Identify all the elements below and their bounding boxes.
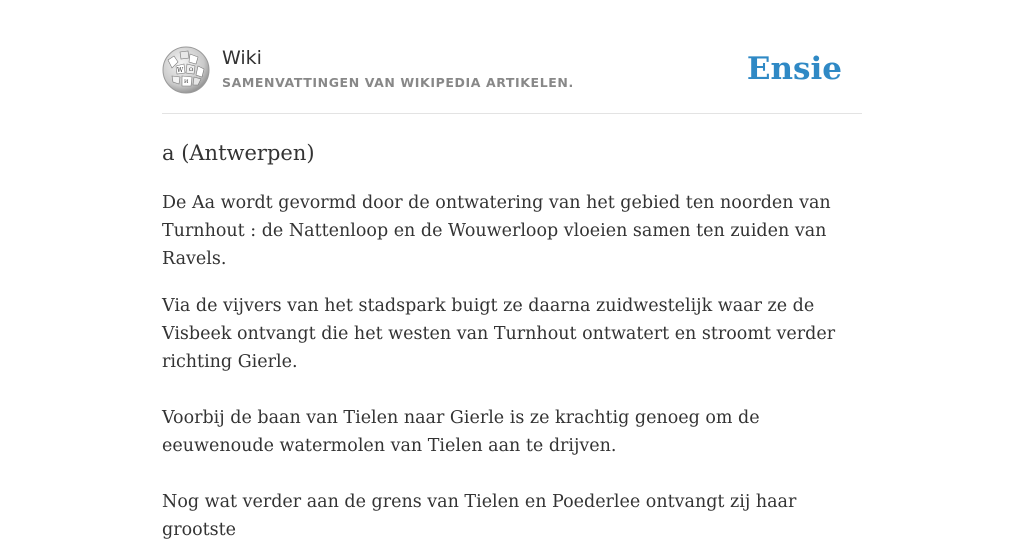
article xyxy=(162,138,862,544)
article-paragraph: Via de vijvers van het stadspark buigt ze daarna zuidwestelijk waar ze de Visbeek ontvangt die het westen van Turnhout ontwatert en stroomt verder richting Gierle. xyxy=(162,296,836,372)
article-title: a (Antwerpen) xyxy=(162,141,315,165)
ensie-brand-link[interactable]: Ensie xyxy=(746,51,842,87)
site-header xyxy=(162,46,862,114)
svg-text:Ω: Ω xyxy=(189,67,194,73)
article-paragraph: Nog wat verder aan de grens van Tielen en Poederlee ontvangt zij haar grootste xyxy=(162,492,797,540)
page xyxy=(162,0,862,544)
wikipedia-globe-icon[interactable] xyxy=(162,46,210,94)
site-tagline: SAMENVATTINGEN VAN WIKIPEDIA ARTIKELEN. xyxy=(222,75,574,90)
site-name[interactable]: Wiki xyxy=(222,47,262,69)
svg-text:И: И xyxy=(184,79,189,85)
article-paragraph: De Aa wordt gevormd door de ontwatering van het gebied ten noorden van Turnhout : de Nattenloop en de Wouwerloop vloeien samen ten zuiden van Ravels. xyxy=(162,193,831,269)
article-paragraph: Voorbij de baan van Tielen naar Gierle is ze krachtig genoeg om de eeuwenoude watermolen van Tielen aan te drijven. xyxy=(162,408,760,456)
svg-text:W: W xyxy=(177,67,184,74)
